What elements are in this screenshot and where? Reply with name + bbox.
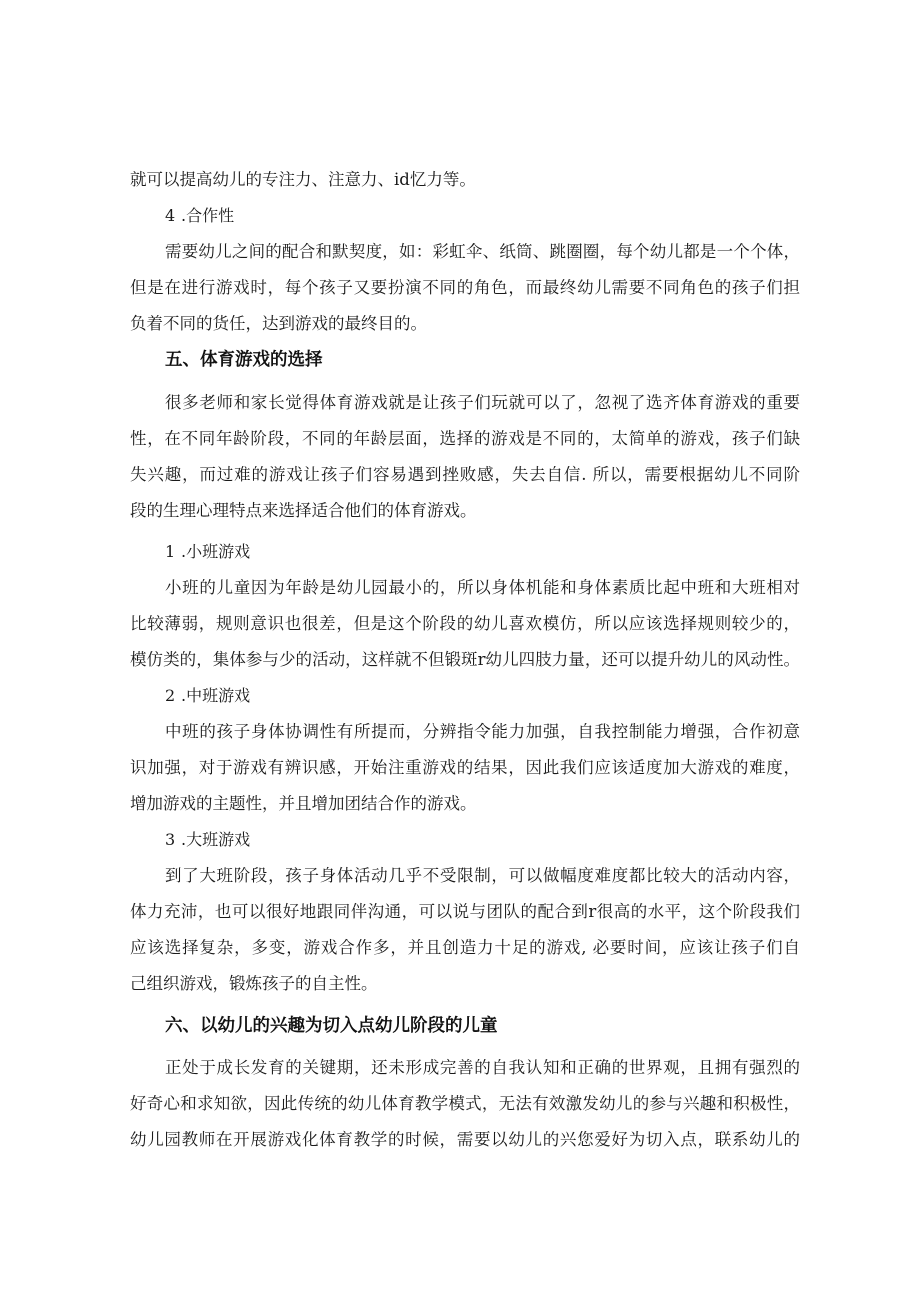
paragraph-line: 应该选择复杂，多变，游戏合作多，并且创造力十足的游戏, 必要时间，应该让孩子们自 <box>130 938 800 957</box>
list-item-label: .合作性 <box>181 206 235 225</box>
list-item-heading <box>165 206 234 226</box>
paragraph-line: 小班的儿童因为年龄是幼儿园最小的，所以身体机能和身体素质比起中班和大班相对 <box>165 578 800 597</box>
paragraph-line: 模仿类的，集体参与少的活动，这样就不但锻斑r幼儿四肢力量，还可以提升幼儿的风动性。 <box>130 650 800 669</box>
paragraph-line: 己组织游戏，锻炼孩子的自主性。 <box>130 974 378 993</box>
paragraph-line: 体力充沛，也可以很好地跟同伴沟通，可以说与团队的配合到r很高的水平，这个阶段我们 <box>130 902 800 921</box>
list-item-label: .大班游戏 <box>181 830 251 849</box>
paragraph-line: 比较薄弱，规则意识也很差，但是这个阶段的幼儿喜欢模仿，所以应该选择规则较少的， <box>130 614 800 633</box>
list-item-heading <box>165 686 250 706</box>
paragraph-line: 段的生理心理特点来选择适合他们的体育游戏。 <box>130 501 477 520</box>
paragraph-line: 需要幼儿之间的配合和默契度，如：彩虹伞、纸筒、跳圈圈，每个幼儿都是一个个体， <box>165 242 800 261</box>
paragraph-line: 幼儿园教师在开展游戏化体育教学的时候，需要以幼儿的兴您爱好为切入点，联系幼儿的 <box>130 1130 800 1149</box>
section-heading: 六、以幼儿的兴趣为切入点幼儿阶段的儿童 <box>165 1016 498 1036</box>
paragraph-line: 但是在进行游戏时，每个孩子又要扮演不同的角色，而最终幼儿需要不同角色的孩子们担 <box>130 278 800 297</box>
list-item-label: .小班游戏 <box>181 542 251 561</box>
paragraph-line: 正处于成长发育的关键期，还未形成完善的自我认知和正确的世界观，且拥有强烈的 <box>165 1058 800 1077</box>
list-item-label: .中班游戏 <box>181 686 251 705</box>
paragraph-line: 就可以提高幼儿的专注力、注意力、id忆力等。 <box>130 170 476 189</box>
list-item-heading <box>165 830 250 850</box>
paragraph-line: 到了大班阶段，孩子身体活动几乎不受限制，可以做幅度难度都比较大的活动内容， <box>165 866 800 885</box>
paragraph-line: 中班的孩子身体协调性有所提而，分辨指令能力加强，自我控制能力增强，合作初意 <box>165 722 800 741</box>
paragraph-line: 负着不同的货任，达到游戏的最终目的。 <box>130 314 427 333</box>
list-item-number: 1 <box>165 542 176 561</box>
section-heading: 五、体育游戏的选择 <box>165 350 323 370</box>
list-item-heading <box>165 542 250 562</box>
paragraph-line: 增加游戏的主题性，并且增加团结合作的游戏。 <box>130 794 477 813</box>
list-item-number: 4 <box>165 206 176 225</box>
paragraph-line: 好奇心和求知欲，因此传统的幼儿体育教学模式，无法有效激发幼儿的参与兴趣和积极性， <box>130 1094 800 1113</box>
paragraph-line: 失兴趣，而过难的游戏让孩子们容易遇到挫败感，失去自信. 所以，需要根据幼儿不同阶 <box>130 465 800 484</box>
paragraph-line: 很多老师和家长觉得体育游戏就是让孩子们玩就可以了，忽视了选齐体育游戏的重要 <box>165 393 800 412</box>
paragraph-line: 性，在不同年龄阶段，不同的年龄层面，选择的游戏是不同的，太简单的游戏，孩子们缺 <box>130 429 800 448</box>
list-item-number: 3 <box>165 830 176 849</box>
paragraph-line: 识加强，对于游戏有辨识感，开始注重游戏的结果，因此我们应该适度加大游戏的难度， <box>130 758 800 777</box>
list-item-number: 2 <box>165 686 176 705</box>
